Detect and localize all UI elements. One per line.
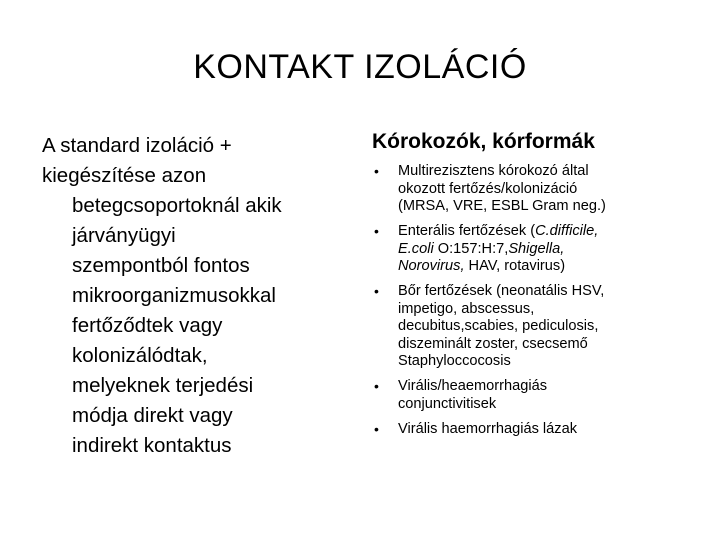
- bullet-icon: •: [374, 283, 379, 299]
- bullet-text-line: [398, 301, 534, 318]
- bullet-icon: •: [374, 223, 379, 239]
- bullet-text-line: [398, 163, 589, 180]
- text-segment: (MRSA, VRE, ESBL Gram neg.): [398, 198, 606, 214]
- bullet-text-line: [398, 241, 564, 258]
- slide-title: KONTAKT IZOLÁCIÓ: [193, 48, 527, 86]
- bullet-text-line: [398, 336, 588, 353]
- text-segment: HAV, rotavirus): [464, 258, 566, 274]
- left-text-line: szempontból fontos: [72, 254, 250, 277]
- text-segment: O:157:H:7,: [433, 240, 509, 257]
- italic-text-segment: Norovirus,: [398, 258, 465, 274]
- bullet-text-line: [398, 181, 577, 198]
- bullet-text-line: [398, 283, 604, 300]
- bullet-icon: •: [374, 420, 379, 437]
- bullet-icon: •: [374, 163, 379, 179]
- text-segment: diszeminált zoster, csecsemő: [398, 335, 588, 352]
- bullet-text-line: [398, 396, 496, 413]
- bullet-text-line: [398, 421, 577, 438]
- text-segment: okozott fertőzés/kolonizáció: [398, 180, 578, 197]
- left-text-line: A standard izoláció +: [42, 134, 232, 157]
- left-text-line: kolonizálódtak,: [72, 344, 208, 367]
- text-segment: decubitus,scabies, pediculosis,: [398, 318, 599, 334]
- text-segment: Multirezisztens kórokozó által: [398, 163, 589, 179]
- text-segment: Staphyloccocosis: [398, 353, 511, 369]
- text-segment: impetigo, abscessus,: [398, 300, 535, 317]
- bullet-text-line: [398, 223, 598, 240]
- right-heading: Kórokozók, kórformák: [372, 130, 595, 153]
- text-segment: Virális haemorrhagiás lázak: [398, 420, 577, 437]
- bullet-text-line: [398, 378, 547, 395]
- italic-text-segment: Shigella,: [508, 240, 565, 257]
- left-text-line: melyeknek terjedési: [72, 374, 254, 397]
- italic-text-segment: E.coli: [398, 240, 434, 257]
- left-text-line: fertőződtek vagy: [72, 314, 223, 337]
- left-text-line: mikroorganizmusokkal: [72, 284, 276, 307]
- left-text-line: indirekt kontaktus: [72, 434, 232, 457]
- bullet-text-line: [398, 198, 606, 215]
- text-segment: conjunctivitisek: [398, 395, 497, 412]
- text-segment: Virális/heaemorrhagiás: [398, 378, 547, 394]
- bullet-text-line: [398, 258, 565, 275]
- bullet-icon: •: [374, 378, 379, 394]
- left-text-line: betegcsoportoknál akik: [72, 194, 282, 217]
- bullet-text-line: [398, 318, 598, 335]
- text-segment: Bőr fertőzések (neonatális HSV,: [398, 283, 605, 299]
- bullet-text-line: [398, 353, 511, 370]
- left-text-line: kiegészítése azon: [42, 164, 207, 187]
- left-text-line: módja direkt vagy: [72, 404, 233, 427]
- text-segment: Enterális fertőzések (: [398, 223, 536, 239]
- italic-text-segment: C.difficile,: [535, 223, 599, 239]
- left-text-line: járványügyi: [72, 224, 176, 247]
